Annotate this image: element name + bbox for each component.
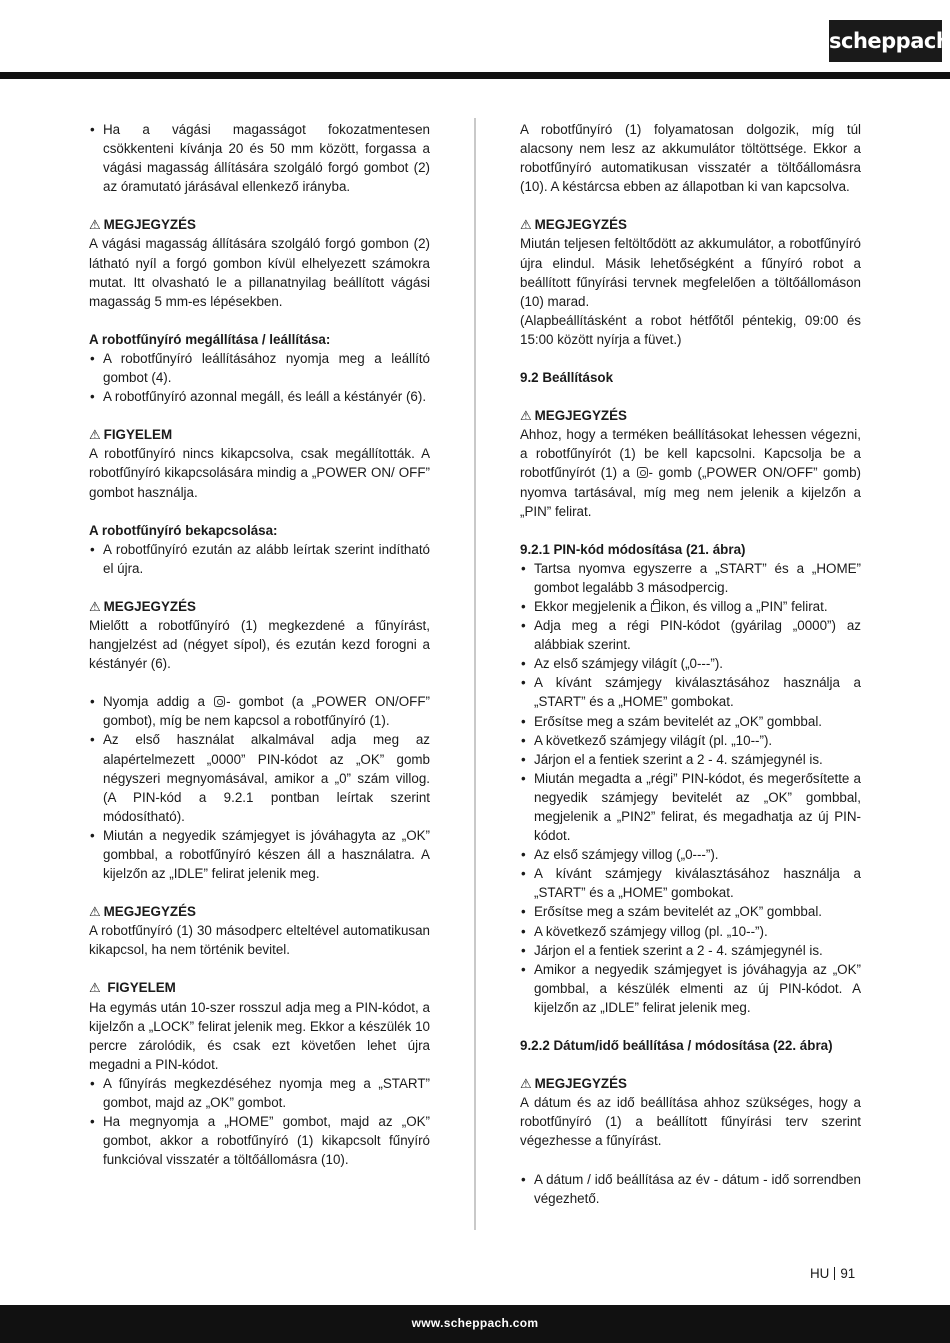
list-item: • Nyomja addig a - gombot (a „POWER ON/OFF” gombot), míg be nem kapcsol a robotfűnyíró (1). bbox=[89, 692, 430, 730]
stop-list bbox=[89, 349, 430, 406]
list-item: • Az első használat alkalmával adja meg az alapértelmezett „0000” PIN-kódot az „OK” gomb négyszeri megnyomásával, amikor a „0” szám villog. (A PIN-kód a 9.2.1 pontban leírtak szerint módosítható). bbox=[89, 730, 430, 825]
footer-url[interactable]: www.scheppach.com bbox=[411, 1316, 539, 1330]
list-item: • A fűnyírás megkezdéséhez nyomja meg a „START” gombot, majd az „OK” gombot. bbox=[89, 1074, 430, 1112]
note-text: A robotfűnyíró (1) 30 másodperc elteltével automatikusan kikapcsol, ha nem történik bevitel. bbox=[89, 923, 430, 958]
power-button-icon bbox=[637, 467, 648, 478]
power-on-list bbox=[89, 692, 430, 883]
note-heading: ⚠ MEGJEGYZÉS bbox=[89, 597, 430, 616]
power-button-icon bbox=[214, 696, 225, 707]
warning-triangle-icon: ⚠ bbox=[520, 1076, 532, 1092]
warning-triangle-icon: ⚠ bbox=[89, 598, 101, 614]
column-divider bbox=[474, 118, 476, 1230]
note-text: Mielőtt a robotfűnyíró (1) megkezdené a fűnyírást, hangjelzést ad (négyet sípol), és ezután kezd forogni a késtányér (6). bbox=[89, 617, 430, 672]
note-heading: ⚠ MEGJEGYZÉS bbox=[89, 902, 430, 921]
list-item: • Amikor a negyedik számjegyet is jóváhagyja az „OK” gombbal, a készülék elmenti az új PIN-kódot. A kijelzőn az „IDLE” felirat jelenik meg. bbox=[520, 960, 861, 1017]
list-item: • Az első számjegy világít („0---”). bbox=[520, 654, 861, 673]
warning-triangle-icon: ⚠ bbox=[89, 904, 101, 920]
list-item: • A robotfűnyíró azonnal megáll, és leáll a késtányér (6). bbox=[89, 387, 430, 406]
list-item: • Adja meg a régi PIN-kódot (gyárilag „0000”) az alábbiak szerint. bbox=[520, 616, 861, 654]
note-heading: ⚠ MEGJEGYZÉS bbox=[520, 215, 861, 234]
warning-heading: ⚠ FIGYELEM bbox=[89, 425, 430, 444]
footer-bar bbox=[0, 1305, 950, 1343]
lock-icon bbox=[651, 603, 660, 612]
list-item: • A robotfűnyíró ezután az alább leírtak szerint indítható el újra. bbox=[89, 540, 430, 578]
warning-triangle-icon: ⚠ bbox=[520, 408, 532, 424]
section-heading: 9.2.2 Dátum/idő beállítása / módosítása (22. ábra) bbox=[520, 1038, 833, 1054]
warning-triangle-icon: ⚠ bbox=[89, 217, 101, 233]
note-text: (Alapbeállításként a robot hétfőtől péntekig, 09:00 és 15:00 között nyírja a füvet.) bbox=[520, 312, 861, 347]
warning-triangle-icon: ⚠ bbox=[89, 427, 101, 443]
right-column bbox=[520, 120, 861, 1208]
list-item: • Járjon el a fentiek szerint a 2 - 4. számjegynél is. bbox=[520, 750, 861, 769]
list-item: • A kívánt számjegy kiválasztásához használja a „START” és a „HOME” gombokat. bbox=[520, 864, 861, 902]
list-item: • A kívánt számjegy kiválasztásához használja a „START” és a „HOME” gombokat. bbox=[520, 673, 861, 711]
list-item: • Ekkor megjelenik a ikon, és villog a „PIN” felirat. bbox=[520, 597, 861, 616]
list-item: • Ha a vágási magasságot fokozatmentesen csökkenteni kívánja 20 és 50 mm között, forgassa a vágási magasság állítására szolgáló forgó gombot (2) az óramutató járásával ellenkező irányba. bbox=[89, 120, 430, 196]
note-heading: ⚠ MEGJEGYZÉS bbox=[89, 215, 430, 234]
list-item: • A következő számjegy világít (pl. „10--”). bbox=[520, 731, 861, 750]
scheppach-logo: scheppach bbox=[829, 20, 942, 62]
warning-heading: ⚠ FIGYELEM bbox=[89, 978, 430, 997]
list-item: • Miután a negyedik számjegyet is jóváhagyta az „OK” gombbal, a robotfűnyíró készen áll a használatra. A kijelzőn az „IDLE” felirat jelenik meg. bbox=[89, 826, 430, 883]
left-column bbox=[89, 120, 430, 1169]
list-item: • A következő számjegy villog (pl. „10--”). bbox=[520, 922, 861, 941]
list-item: • Ha megnyomja a „HOME” gombot, majd az „OK” gombot, akkor a robotfűnyíró (1) kikapcsolt fűnyíró funkcióval visszatér a töltőállomásra (10). bbox=[89, 1112, 430, 1169]
list-item: • Erősítse meg a szám bevitelét az „OK” gombbal. bbox=[520, 902, 861, 921]
note-text: A dátum és az idő beállítása ahhoz szükséges, hogy a robotfűnyíró (1) a beállított fűnyírási terv szerint végezhesse a fűnyírást. bbox=[520, 1095, 861, 1149]
list-item: • Tartsa nyomva egyszerre a „START” és a „HOME” gombot legalább 3 másodpercig. bbox=[520, 559, 861, 597]
list-item: • A dátum / idő beállítása az év - dátum - idő sorrendben végezhető. bbox=[520, 1170, 861, 1208]
list-item: • A robotfűnyíró leállításához nyomja meg a leállító gombot (4). bbox=[89, 349, 430, 387]
note-text: Miután teljesen feltöltődött az akkumulátor, a robotfűnyíró újra elindul. Másik lehetőségként a fűnyíró robot a beállított fűnyírási tervnek megfelelően a töltőállomáson (10) marad. bbox=[520, 236, 861, 309]
section-heading: 9.2 Beállítások bbox=[520, 370, 614, 386]
list-item: • Erősítse meg a szám bevitelét az „OK” gombbal. bbox=[520, 712, 861, 731]
note-text: A vágási magasság állítására szolgáló forgó gombon (2) látható nyíl a forgó gombon kívül elhelyezett számokra mutat. Itt olvasható le a pillanatnyilag beállított vágási magasság 5 mm-es lépésekben. bbox=[89, 236, 430, 309]
cut-height-list bbox=[89, 120, 430, 196]
note-heading: ⚠ MEGJEGYZÉS bbox=[520, 406, 861, 425]
note-heading: ⚠ MEGJEGYZÉS bbox=[520, 1074, 861, 1093]
list-item: • Az első számjegy villog („0---”). bbox=[520, 845, 861, 864]
start-list bbox=[89, 540, 430, 578]
date-list bbox=[520, 1170, 861, 1208]
section-heading: A robotfűnyíró megállítása / leállítása: bbox=[89, 331, 331, 347]
list-item: • Miután megadta a „régi” PIN-kódot, és megerősítette a negyedik számjegy bevitelét az „OK” gombbal, megjelenik a „PIN2” felirat, és megadhatja az új PIN-kódot. bbox=[520, 769, 861, 845]
header-bar bbox=[0, 72, 950, 79]
warning-text: Ha egymás után 10-szer rosszul adja meg a PIN-kódot, a kijelzőn a „LOCK” felirat jelenik meg. Ekkor a készülék 10 percre zárolódik, és csak ezt követően lehet újra megadni a PIN-kódot. bbox=[89, 999, 430, 1072]
warning-text: A robotfűnyíró nincs kikapcsolva, csak megállították. A robotfűnyíró kikapcsolására mindig a „POWER ON/ OFF” gombot használja. bbox=[89, 446, 430, 500]
section-heading: 9.2.1 PIN-kód módosítása (21. ábra) bbox=[520, 541, 746, 557]
section-heading: A robotfűnyíró bekapcsolása: bbox=[89, 522, 278, 538]
warning-triangle-icon: ⚠ bbox=[520, 217, 532, 233]
list-item: • Járjon el a fentiek szerint a 2 - 4. számjegynél is. bbox=[520, 941, 861, 960]
note-text: Ahhoz, hogy a terméken beállításokat lehessen végezni, a robotfűnyírót (1) be kell kapcsolni. Kapcsolja be a robotfűnyírót (1) a - gomb („POWER ON/OFF” gomb) nyomva tartásával, míg meg nem jelenik a kijelzőn a „PIN” felirat. bbox=[520, 427, 861, 519]
page-number: HU 91 bbox=[810, 1266, 856, 1281]
warning-triangle-icon: ⚠ bbox=[89, 980, 101, 996]
paragraph: A robotfűnyíró (1) folyamatosan dolgozik, míg túl alacsony nem lesz az akkumulátor töltöttsége. Ekkor a robotfűnyíró automatikusan visszatér a töltőállomásra (10). A késtárcsa ebben az állapotban ki van kapcsolva. bbox=[520, 122, 861, 195]
pin-list bbox=[520, 559, 861, 1017]
lock-list bbox=[89, 1074, 430, 1169]
